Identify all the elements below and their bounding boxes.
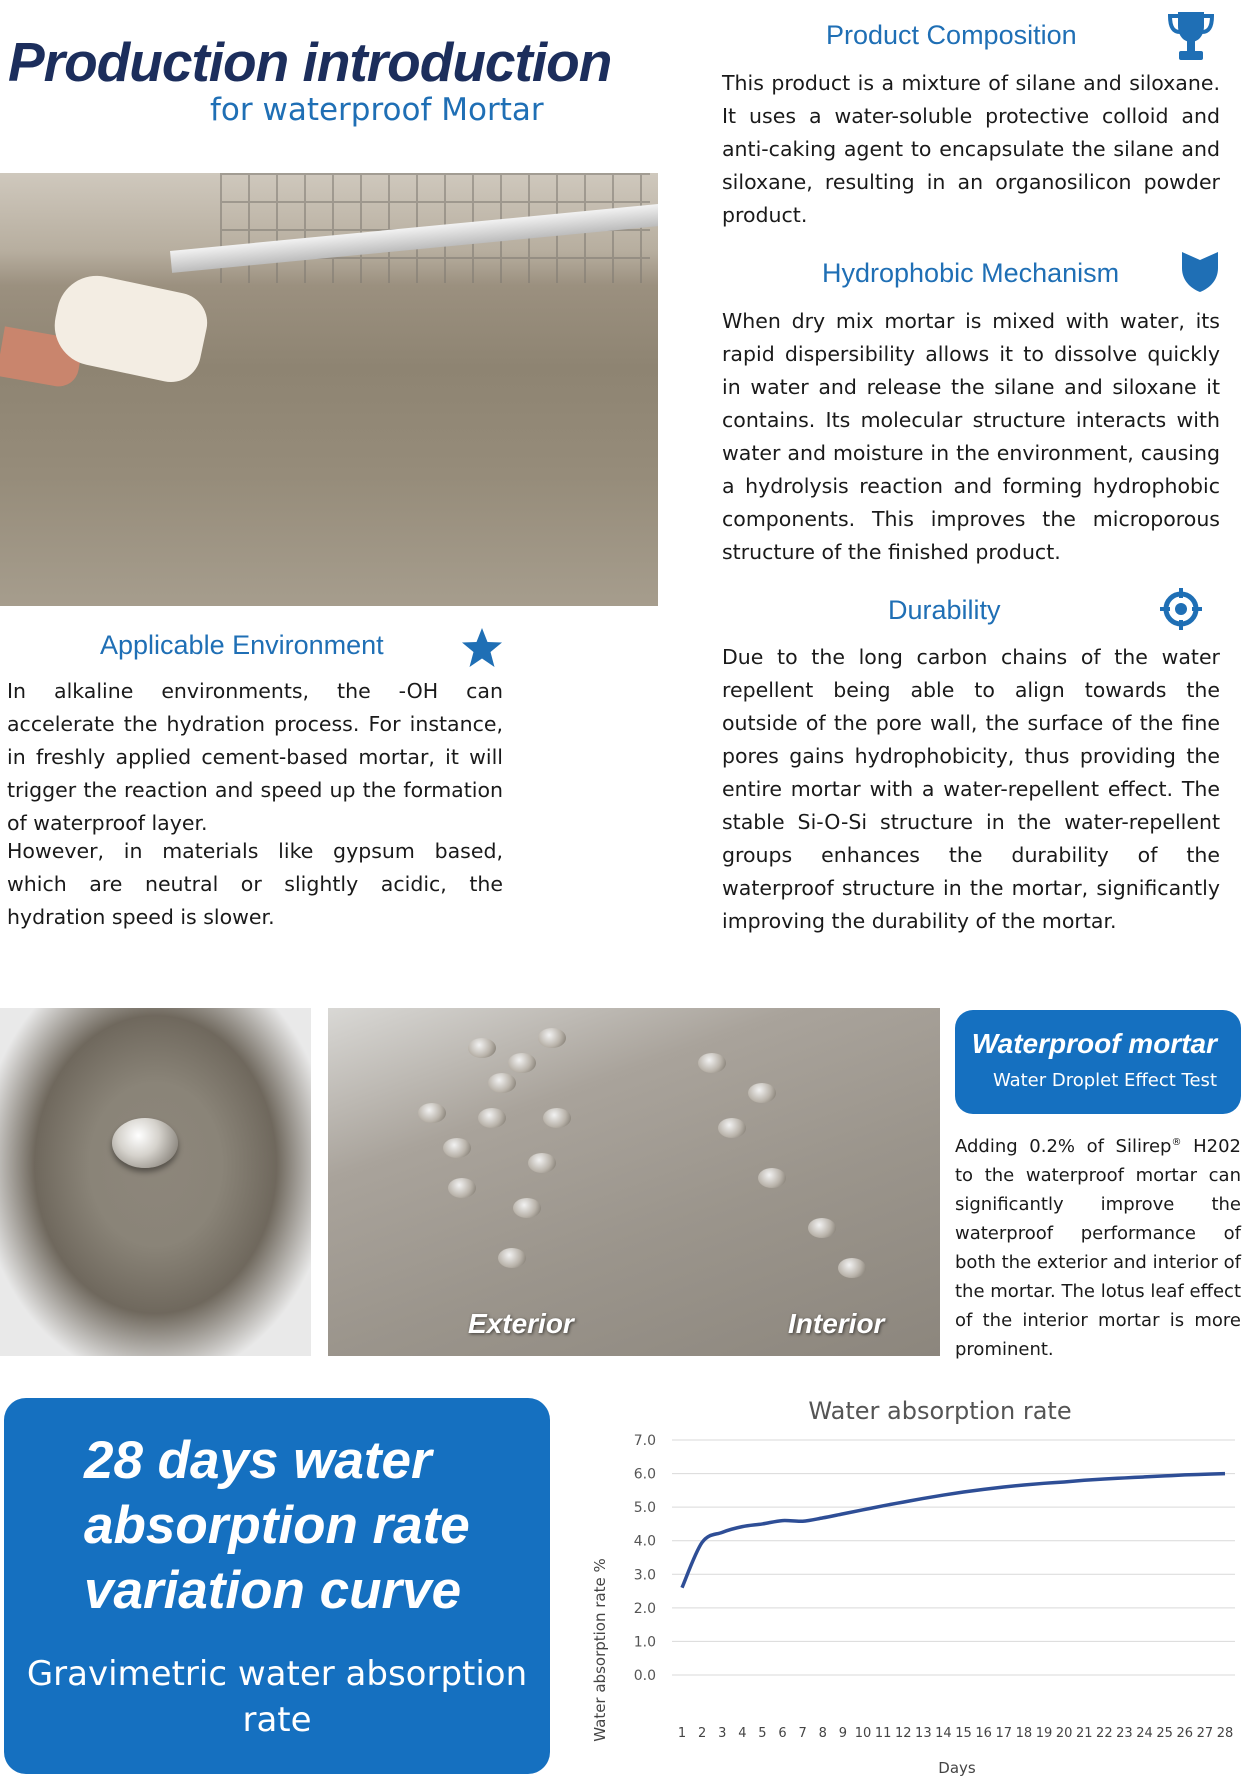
water-absorption-chart [590, 1385, 1250, 1785]
chart-y-ticks [634, 1433, 656, 1684]
x-tick-label: 10 [854, 1726, 872, 1741]
absorption-panel [4, 1398, 550, 1774]
chart-title: Water absorption rate [808, 1397, 1072, 1425]
x-tick-label: 23 [1116, 1726, 1133, 1741]
water-droplet [443, 1138, 471, 1158]
water-droplet [543, 1108, 571, 1128]
chart-svg [590, 1385, 1250, 1785]
composition-text: This product is a mixture of silane and siloxane. It uses a water-soluble protective colloid and anti-caking agent to encapsulate the silane and siloxane, resulting in an organosilicon powder product. [722, 71, 1220, 227]
panel-subheading: Gravimetric water absorption rate [26, 1654, 528, 1740]
x-tick-label: 4 [738, 1726, 747, 1741]
x-tick-label: 27 [1196, 1726, 1214, 1741]
y-tick-label: 5.0 [633, 1500, 656, 1517]
droplet-test-subtitle: Water Droplet Effect Test [992, 1070, 1217, 1091]
x-tick-label: 21 [1075, 1726, 1093, 1741]
mechanism-text: When dry mix mortar is mixed with water, its rapid dispersibility allows it to dissolve quickly in water and release the silane and siloxane it contains. Its molecular structure interacts with water and moisture in the environment, causing a hydrolysis reaction and forming hydrophobic components. This improves the microporous structure of the finished product. [722, 309, 1220, 564]
y-tick-label: 2.0 [633, 1600, 656, 1617]
environment-text-2: However, in materials like gypsum based, which are neutral or slightly acidic, the hydration speed is slower. [7, 839, 503, 929]
target-icon [1160, 588, 1202, 630]
x-tick-label: 16 [975, 1726, 992, 1741]
x-tick-label: 12 [894, 1726, 912, 1741]
interior-label: Interior [788, 1308, 885, 1339]
y-tick-label: 1.0 [633, 1634, 656, 1651]
page-subtitle: for waterproof Mortar [210, 92, 544, 128]
chart-y-label: Water absorption rate % [591, 1558, 609, 1742]
composition-heading: Product Composition [826, 20, 1077, 50]
water-droplet [468, 1038, 496, 1058]
water-droplet [498, 1248, 526, 1268]
droplet-test-text: Adding 0.2% of Silirep® H202 to the waterproof mortar can significantly improve the waterproof performance of both the exterior and interior of the mortar. The lotus leaf effect of the interior mortar is more prominent. [955, 1136, 1241, 1360]
y-tick-label: 4.0 [633, 1533, 656, 1550]
mechanism-heading: Hydrophobic Mechanism [822, 258, 1120, 288]
x-tick-label: 28 [1216, 1726, 1234, 1741]
water-droplet [112, 1118, 178, 1168]
star-icon [460, 626, 504, 670]
droplet-test-title: Waterproof mortar [971, 1028, 1217, 1059]
durability-heading: Durability [888, 595, 1001, 625]
durability-text: Due to the long carbon chains of the water repellent being able to align towards the outside of the pore wall, the surface of the fine pores gains hydrophobicity, thus providing the entire mortar with a water-repellent effect. The stable Si-O-Si structure in the water-repellent groups enhances the durability of the waterproof structure in the mortar, significantly improving the durability of the mortar. [722, 645, 1220, 933]
environment-heading: Applicable Environment [100, 630, 384, 660]
mortar-mound-droplet-photo [0, 1008, 311, 1356]
water-droplet [718, 1118, 746, 1138]
x-tick-label: 15 [955, 1726, 972, 1741]
chart-x-ticks [678, 1726, 1233, 1741]
water-droplet [838, 1258, 866, 1278]
x-tick-label: 7 [798, 1726, 807, 1741]
x-tick-label: 22 [1096, 1726, 1113, 1741]
water-droplet [528, 1153, 556, 1173]
x-tick-label: 25 [1156, 1726, 1173, 1741]
series-line-water-absorption [682, 1474, 1225, 1588]
droplet-test-badge [955, 1010, 1241, 1114]
water-droplet [418, 1103, 446, 1123]
x-tick-label: 2 [697, 1726, 707, 1741]
water-droplet [488, 1073, 516, 1093]
x-tick-label: 17 [995, 1726, 1013, 1741]
water-droplet [698, 1053, 726, 1073]
water-droplet [538, 1028, 566, 1048]
y-tick-label: 0.0 [633, 1668, 656, 1684]
x-tick-label: 26 [1176, 1726, 1194, 1741]
x-tick-label: 20 [1055, 1726, 1073, 1741]
x-tick-label: 6 [778, 1726, 787, 1741]
water-droplet [448, 1178, 476, 1198]
panel-heading: 28 days water absorption rate variation curve [84, 1431, 470, 1620]
x-tick-label: 18 [1015, 1726, 1033, 1741]
y-tick-label: 7.0 [633, 1433, 656, 1449]
environment-text-1: In alkaline environments, the -OH can accelerate the hydration process. For instance, in freshly applied cement-based mortar, it will trigger the reaction and speed up the formation of waterproof layer. [7, 679, 503, 835]
x-tick-label: 13 [915, 1726, 932, 1741]
plastering-wall-photo [0, 173, 658, 606]
x-tick-label: 24 [1136, 1726, 1153, 1741]
water-droplet [478, 1108, 506, 1128]
shield-icon [1180, 250, 1220, 294]
water-droplet [808, 1218, 836, 1238]
water-droplet [508, 1053, 536, 1073]
y-tick-label: 3.0 [633, 1567, 656, 1584]
x-tick-label: 14 [935, 1726, 952, 1741]
mortar-surface-droplets-photo [328, 1008, 940, 1356]
x-tick-label: 3 [718, 1726, 727, 1741]
y-tick-label: 6.0 [633, 1466, 656, 1483]
chart-x-label: Days [938, 1759, 976, 1777]
page-title: Production introduction [8, 31, 612, 93]
x-tick-label: 9 [838, 1726, 848, 1741]
exterior-label: Exterior [468, 1308, 574, 1339]
water-droplet [748, 1083, 776, 1103]
x-tick-label: 1 [677, 1726, 687, 1741]
x-tick-label: 8 [818, 1726, 827, 1741]
x-tick-label: 5 [758, 1726, 767, 1741]
water-droplet [513, 1198, 541, 1218]
trophy-icon [1168, 10, 1214, 62]
x-tick-label: 11 [874, 1726, 892, 1741]
x-tick-label: 19 [1035, 1726, 1053, 1741]
water-droplet [758, 1168, 786, 1188]
